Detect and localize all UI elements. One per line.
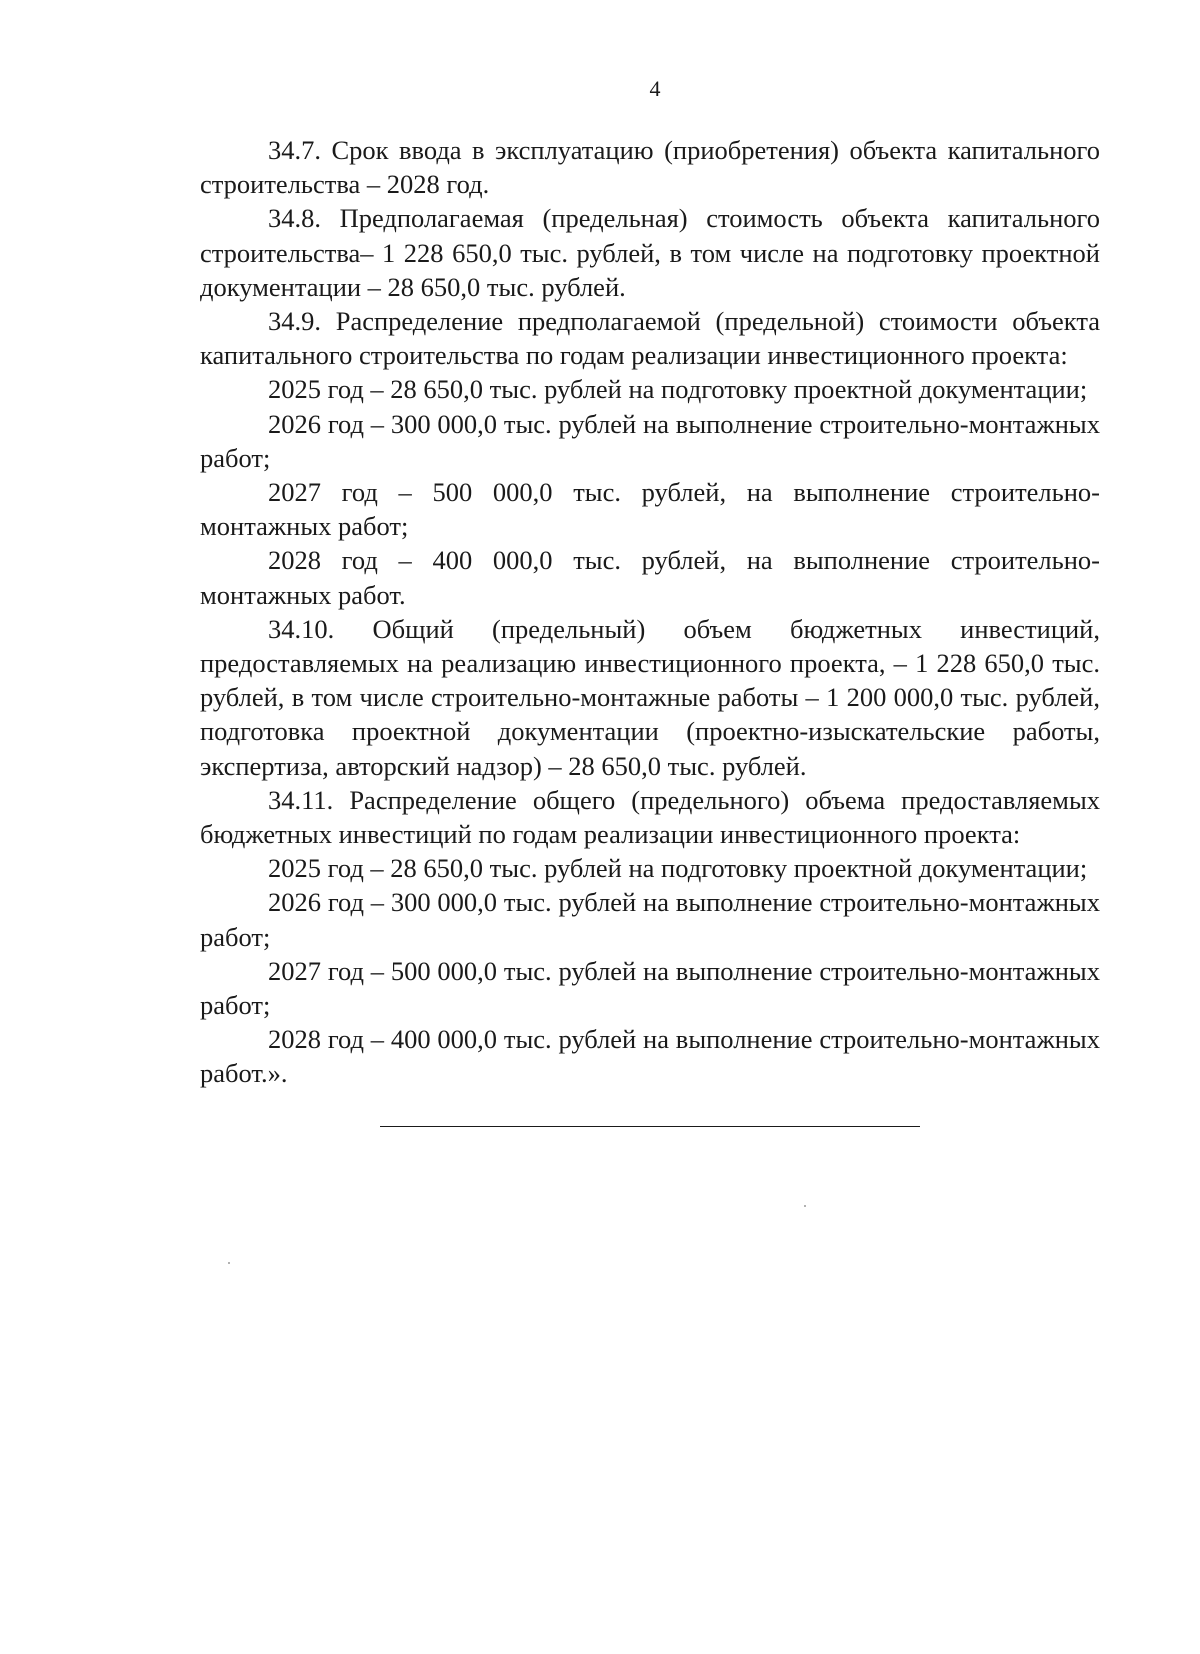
paragraph-34-10: 34.10. Общий (предельный) объем бюджетных инвестиций, предоставляемых на реализацию инвестиционного проекта, – 1 228 650,0 тыс. рублей, в том числе строительно-монтажные работы – 1 200 000,0 тыс. рублей, подготовка проектной документации (проектно-изыскательские работы, экспертиза, авторский надзор) – 28 650,0 тыс. рублей.	[200, 613, 1100, 781]
paragraph-34-7: 34.7. Срок ввода в эксплуатацию (приобретения) объекта капитального строительства – 2028 год.	[200, 135, 1100, 200]
paragraph-34-11: 34.11. Распределение общего (предельного) объема предоставляемых бюджетных инвестиций по годам реализации инвестиционного проекта:	[200, 784, 1100, 850]
closing-divider-line	[380, 1126, 920, 1127]
cost-item-2028: 2028 год – 400 000,0 тыс. рублей, на выполнение строительно-монтажных работ.	[200, 545, 1100, 610]
investment-item-2026: 2026 год – 300 000,0 тыс. рублей на выполнение строительно-монтажных работ;	[200, 887, 1100, 952]
paragraph-34-9: 34.9. Распределение предполагаемой (предельной) стоимости объекта капитального строительства по годам реализации инвестиционного проекта:	[200, 306, 1100, 371]
document-body	[200, 133, 1100, 1091]
investment-item-2027: 2027 год – 500 000,0 тыс. рублей на выполнение строительно-монтажных работ;	[200, 955, 1100, 1021]
paragraph-34-8: 34.8. Предполагаемая (предельная) стоимость объекта капитального строительства– 1 228 650,0 тыс. рублей, в том числе на подготовку проектной документации – 28 650,0 тыс. рублей.	[200, 203, 1100, 302]
cost-item-2025: 2025 год – 28 650,0 тыс. рублей на подготовку проектной документации;	[268, 374, 1088, 405]
scan-speck	[804, 1205, 806, 1207]
cost-item-2026: 2026 год – 300 000,0 тыс. рублей на выполнение строительно-монтажных работ;	[200, 408, 1100, 473]
investment-item-2025: 2025 год – 28 650,0 тыс. рублей на подготовку проектной документации;	[268, 853, 1088, 884]
scan-speck	[228, 1262, 230, 1264]
page-number: 4	[649, 76, 661, 101]
cost-item-2027: 2027 год – 500 000,0 тыс. рублей, на выполнение строительно-монтажных работ;	[200, 477, 1100, 542]
investment-item-2028: 2028 год – 400 000,0 тыс. рублей на выполнение строительно-монтажных работ.».	[200, 1024, 1100, 1089]
